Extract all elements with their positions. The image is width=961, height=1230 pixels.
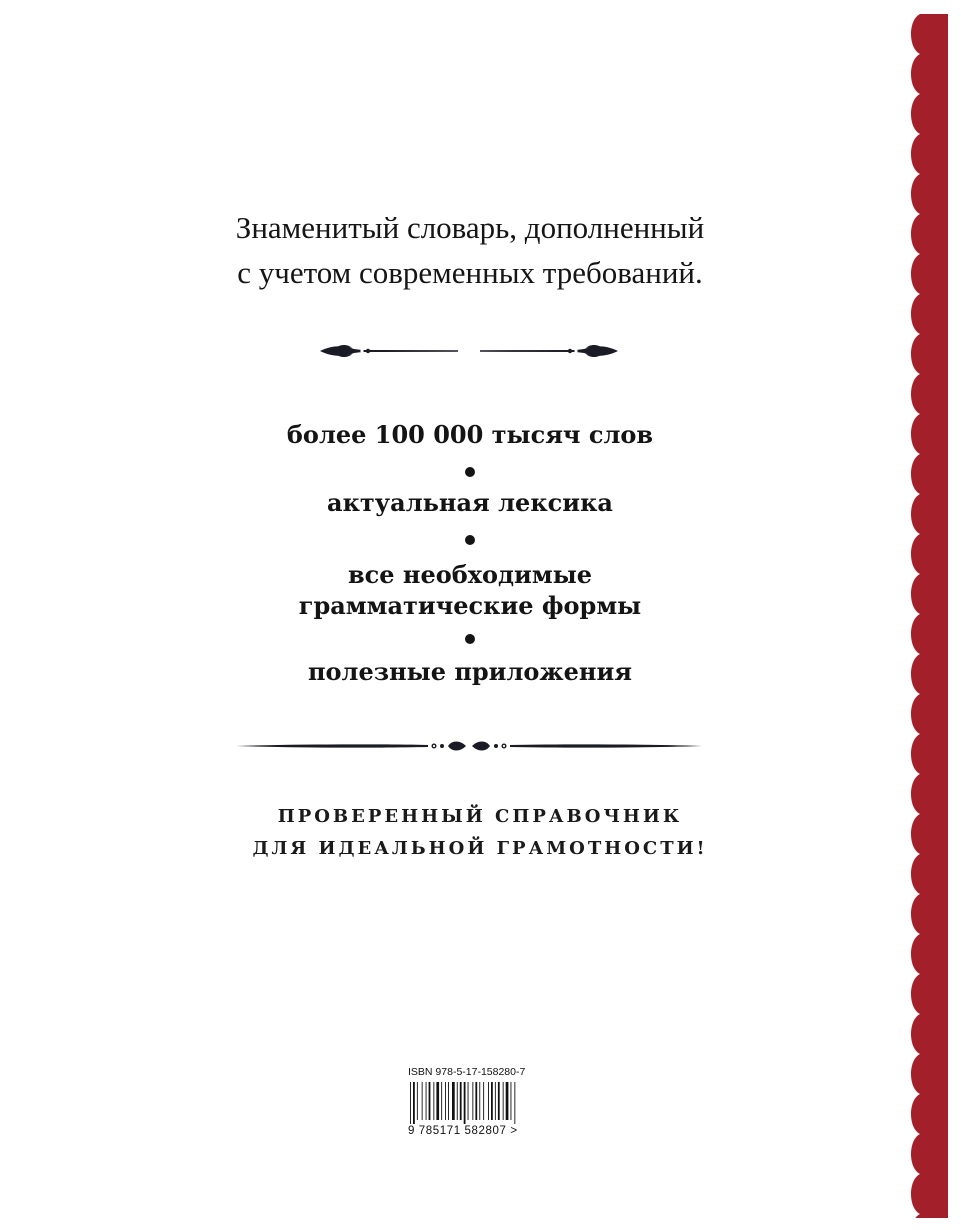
claim-line-2: ДЛЯ ИДЕАЛЬНОЙ ГРАМОТНОСТИ! — [252, 838, 708, 859]
feature-3-line-1: все необходимые — [347, 560, 593, 589]
barcode-bar — [460, 1082, 462, 1120]
barcode-digits: 9 785171 582807 > — [408, 1125, 518, 1137]
barcode-bar — [475, 1082, 477, 1120]
barcode-bar — [422, 1082, 423, 1120]
barcode-bar — [417, 1082, 418, 1120]
barcode-bar — [464, 1082, 466, 1124]
barcode-bar — [498, 1082, 500, 1120]
intro-line-1: Знаменитый словарь, дополненный — [235, 210, 705, 245]
barcode-bar — [506, 1082, 509, 1120]
barcode-bar — [452, 1082, 455, 1120]
feature-4 — [200, 656, 740, 687]
feature-2-line-1: актуальная лексика — [327, 488, 613, 517]
barcode-bar — [483, 1082, 484, 1120]
barcode-bar — [433, 1082, 434, 1120]
barcode-bar — [441, 1082, 442, 1120]
bullet-dot — [465, 467, 475, 477]
barcode-bar — [491, 1082, 493, 1120]
barcode-bar — [495, 1082, 496, 1120]
isbn-block — [408, 1066, 543, 1137]
feature-1-line-1: более 100 000 тысяч слов — [286, 420, 654, 449]
feature-1 — [200, 419, 740, 450]
lower-ornament — [236, 736, 702, 756]
barcode-bar — [468, 1082, 469, 1120]
upper-ornament — [318, 340, 620, 362]
feature-3-line-2: грамматические формы — [298, 591, 642, 620]
feature-3 — [200, 559, 740, 621]
feature-4-line-1: полезные приложения — [307, 657, 632, 686]
barcode-bar — [511, 1082, 512, 1120]
bullet-dot — [465, 634, 475, 644]
barcode-bar — [436, 1082, 439, 1120]
feature-2 — [200, 487, 740, 518]
barcode-bar — [410, 1082, 411, 1124]
barcode-bar — [479, 1082, 480, 1120]
claim-line-1: ПРОВЕРЕННЫЙ СПРАВОЧНИК — [277, 806, 683, 827]
intro-line-2: с учетом современных требований. — [237, 255, 703, 290]
barcode-bar — [429, 1082, 431, 1120]
barcode-bar — [503, 1082, 504, 1120]
barcode-bar — [448, 1082, 449, 1120]
barcode-bar — [514, 1082, 515, 1124]
barcode-bar — [457, 1082, 458, 1120]
barcode-bar — [426, 1082, 427, 1120]
claim-text — [180, 801, 780, 865]
red-scalloped-edge — [908, 14, 948, 1218]
barcode — [408, 1082, 532, 1124]
barcode-bar — [413, 1082, 415, 1124]
intro-text — [180, 205, 760, 295]
bullet-dot — [465, 535, 475, 545]
barcode-bar — [472, 1082, 473, 1120]
barcode-bar — [445, 1082, 446, 1120]
isbn-label: ISBN 978-5-17-158280-7 — [408, 1066, 526, 1078]
barcode-bar — [488, 1082, 489, 1120]
